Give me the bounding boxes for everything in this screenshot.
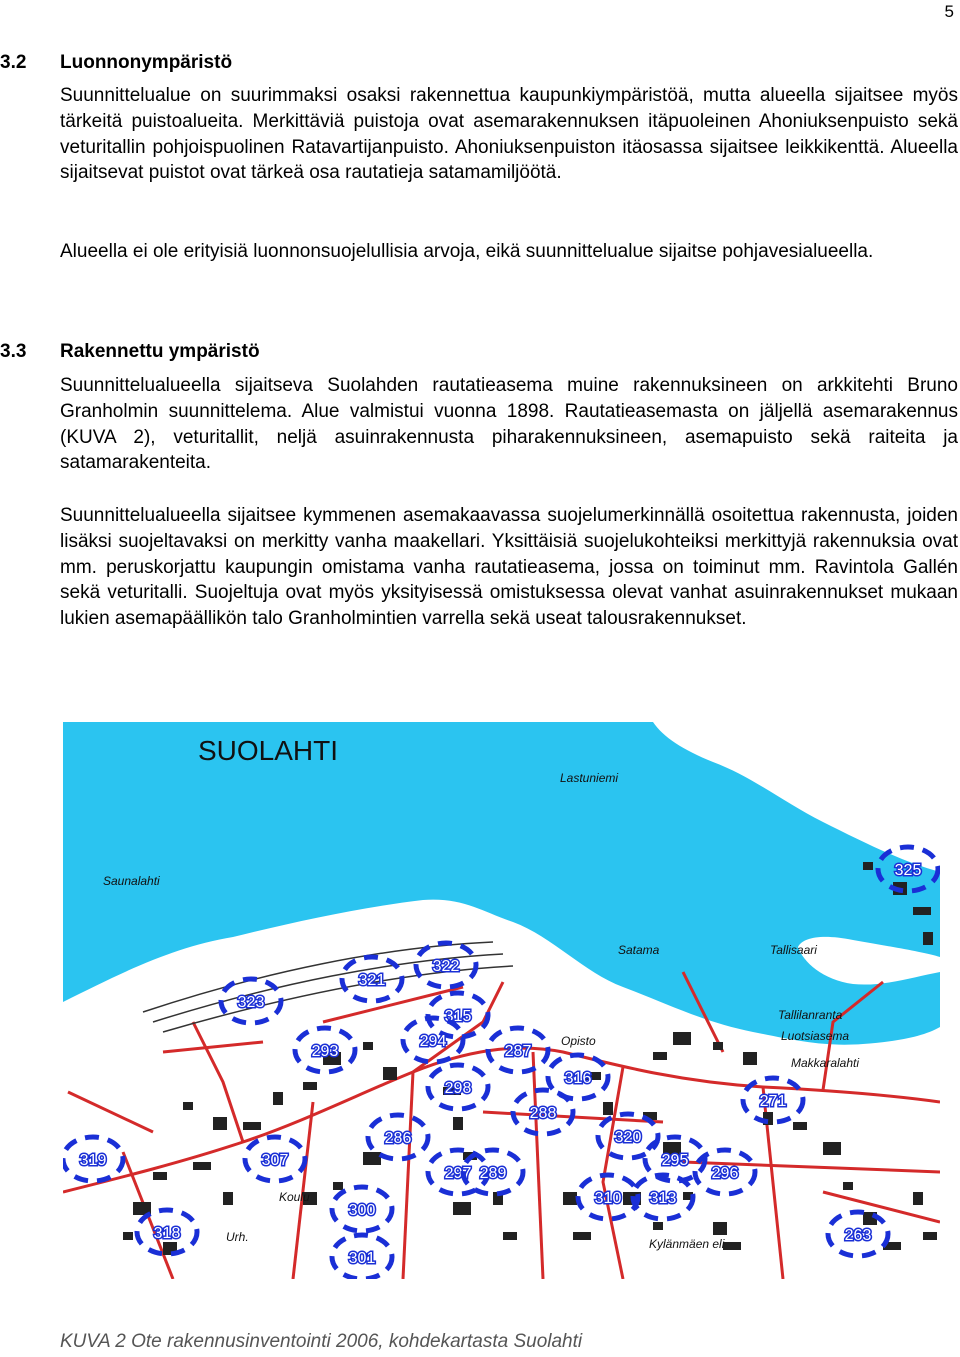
- building-16: [153, 1172, 167, 1180]
- marker-label: 298: [444, 1080, 472, 1097]
- marker-label: 325: [894, 862, 922, 879]
- marker-label: 313: [649, 1190, 677, 1207]
- building-45: [923, 932, 933, 945]
- building-42: [863, 862, 873, 870]
- marker-label: 310: [594, 1190, 622, 1207]
- building-4: [303, 1082, 317, 1090]
- marker-label: 320: [614, 1129, 642, 1146]
- building-33: [913, 1192, 923, 1205]
- building-12: [333, 1182, 343, 1190]
- place-label: Luotsiasema: [781, 1029, 850, 1043]
- building-18: [123, 1232, 133, 1240]
- marker-label: 288: [529, 1105, 557, 1122]
- building-3: [273, 1092, 283, 1105]
- place-label: Satama: [618, 943, 660, 957]
- marker-label: 297: [444, 1165, 472, 1182]
- building-0: [183, 1102, 193, 1110]
- building-41: [453, 1202, 471, 1215]
- building-49: [743, 1052, 757, 1065]
- building-11: [363, 1152, 381, 1165]
- marker-label: 295: [661, 1152, 689, 1169]
- building-29: [823, 1142, 841, 1155]
- paragraph: Alueella ei ole erityisiä luonnonsuojelullisia arvoja, eikä suunnittelualue sijaitse pohjavesialueella.: [60, 241, 874, 262]
- marker-label: 319: [79, 1152, 107, 1169]
- building-26: [723, 1242, 741, 1250]
- section-number: 3.2: [0, 52, 27, 73]
- section-number: 3.3: [0, 341, 27, 362]
- building-14: [193, 1162, 211, 1170]
- building-37: [563, 1192, 577, 1205]
- marker-label: 296: [711, 1165, 739, 1182]
- place-label: Lastuniemi: [560, 771, 619, 785]
- marker-label: 316: [564, 1070, 592, 1087]
- marker-label: 323: [237, 994, 265, 1011]
- building-1: [213, 1117, 227, 1130]
- building-21: [603, 1102, 613, 1115]
- marker-label: 300: [348, 1202, 376, 1219]
- marker-label: 322: [432, 958, 460, 975]
- place-label: Tallisaari: [770, 943, 817, 957]
- marker-label: 307: [261, 1152, 289, 1169]
- marker-label: 286: [384, 1130, 412, 1147]
- place-label: Saunalahti: [103, 874, 160, 888]
- building-30: [843, 1182, 853, 1190]
- marker-label: 271: [759, 1093, 787, 1110]
- figure-caption: KUVA 2 Ote rakennusinventointi 2006, kohdekartasta Suolahti: [60, 1331, 583, 1352]
- building-34: [923, 1232, 937, 1240]
- marker-label: 263: [844, 1227, 872, 1244]
- section-title: Luonnonympäristö: [60, 52, 233, 73]
- building-44: [913, 907, 931, 915]
- map-title: SUOLAHTI: [198, 735, 339, 766]
- section-heading-3-2: [0, 52, 232, 74]
- inventory-map: [63, 722, 940, 1279]
- building-40: [503, 1232, 517, 1240]
- marker-label: 318: [153, 1225, 181, 1242]
- place-label: Makkaralahti: [791, 1056, 860, 1070]
- marker-label: 321: [358, 972, 386, 989]
- page-number: 5: [944, 2, 954, 21]
- building-46: [653, 1052, 667, 1060]
- place-label: Tallilanranta: [778, 1008, 843, 1022]
- paragraph: Suunnittelualueella sijaitseva Suolahden rautatieasema muine rakennuksineen on arkkitehti Bruno Granholmin suunnittelema. Alue valmistui vuonna 1898. Rautatieasemasta on jäljellä asemarakennus (KUVA 2), veturitallit, neljä asuinrakennusta piharakennuksineen, asemapuisto sekä raiteita ja satamarakenteita.: [60, 375, 958, 474]
- building-9: [453, 1117, 463, 1130]
- paragraph: Suunnittelualueella sijaitsee kymmenen asemakaavassa suojelumerkinnällä osoitettua rakennusta, joiden lisäksi suojeltavaksi on merkitty vanha maakellari. Yksittäisiä suojelukohteiksi merkittyjä rakennuksia ovat mm. peruskorjattu kaupungin omistama vanha rautatieasema, jossa on toiminut mm. Ravintola Gallén sekä veturitalli. Suojeltuja ovat myös yksityisessä omistuksessa olevat vanhat asuinrakennukset mukaan lukien asemapäällikön talo Granholmintien varrella sekä useat talousrakennukset.: [60, 505, 958, 630]
- building-48: [713, 1042, 723, 1050]
- paragraph: Suunnittelualue on suurimmaksi osaksi rakennettua kaupunkiympäristöä, mutta alueella sijaitsee myös tärkeitä puistoalueita. Merkittäviä puistoja ovat asemarakennuksen itäpuoleinen Ahoniuksenpuisto sekä veturitallin pohjoispuolinen Ratavartijanpuisto. Ahoniuksenpuiston itäosassa sijaitsee leikkikenttä. Alueella sijaitsevat puistot ovat tärkeä osa rautatieja satamamiljöötä.: [60, 85, 958, 184]
- place-label: Opisto: [561, 1034, 596, 1048]
- place-label: Kylänmäen eli: [649, 1237, 725, 1251]
- marker-label: 301: [348, 1250, 376, 1267]
- marker-label: 293: [311, 1043, 339, 1060]
- building-2: [243, 1122, 261, 1130]
- place-label: Urh.: [226, 1230, 249, 1244]
- map-graphic: [63, 722, 940, 1279]
- building-47: [673, 1032, 691, 1045]
- building-25: [713, 1222, 727, 1235]
- building-36: [653, 1222, 663, 1230]
- marker-label: 294: [419, 1033, 447, 1050]
- building-38: [573, 1232, 591, 1240]
- building-7: [383, 1067, 397, 1080]
- section-heading-3-3: [0, 341, 260, 363]
- marker-label: 315: [444, 1008, 472, 1025]
- place-label: Koulu: [279, 1190, 310, 1204]
- building-15: [223, 1192, 233, 1205]
- marker-label: 287: [504, 1043, 532, 1060]
- building-6: [363, 1042, 373, 1050]
- section-title: Rakennettu ympäristö: [60, 341, 260, 362]
- marker-label: 289: [479, 1165, 507, 1182]
- building-28: [793, 1122, 807, 1130]
